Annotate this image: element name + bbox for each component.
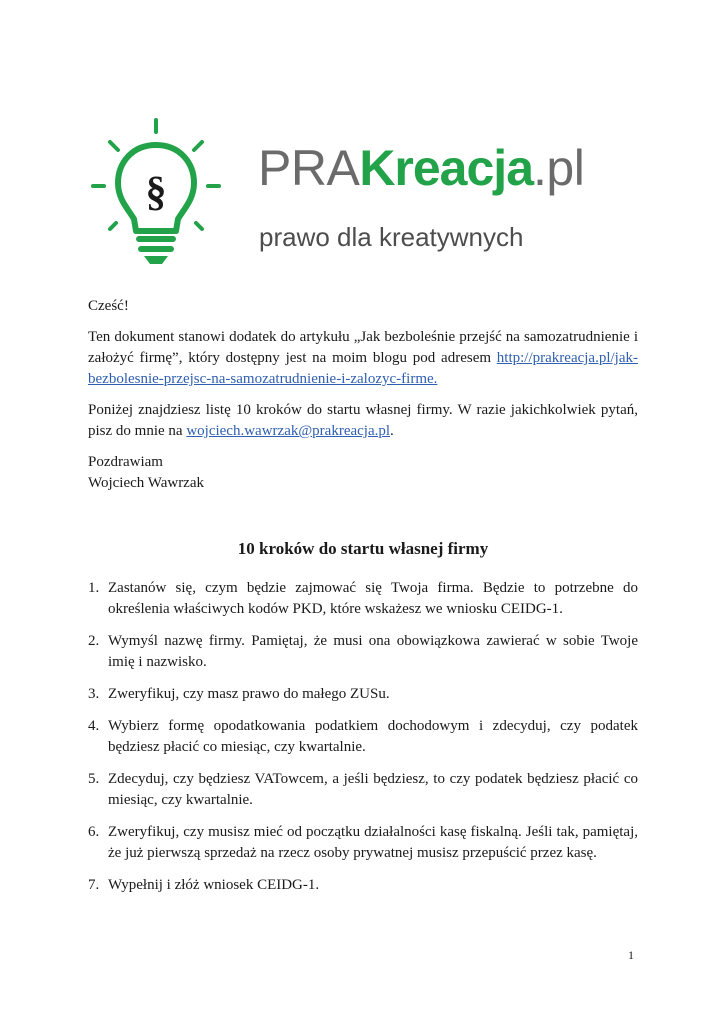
section-title: 10 kroków do startu własnej firmy bbox=[237, 539, 489, 558]
list-item bbox=[88, 716, 638, 758]
prakreacja-logo bbox=[88, 115, 648, 270]
closing: Pozdrawiam bbox=[88, 454, 163, 470]
step-text: Zdecyduj, czy będziesz VATowcem, a jeśli będziesz, to czy podatek będziesz płacić co miesiąc, czy kwartalnie. bbox=[108, 771, 638, 808]
step-text: Zastanów się, czym będzie zajmować się Twoja firma. Będzie to potrzebne do określenia właściwych kodów PKD, które wskażesz we wniosku CEIDG-1. bbox=[108, 580, 638, 617]
intro-section bbox=[88, 296, 638, 494]
brand-tagline: prawo dla kreatywnych bbox=[259, 222, 524, 252]
intro-paragraph-2 bbox=[88, 400, 638, 442]
step-text: Zweryfikuj, czy musisz mieć od początku działalności kasę fiskalną. Jeśli tak, pamiętaj, że już pierwszą sprzedaż na rzecz osoby prywatnej musisz przepuścić przez kasę. bbox=[108, 824, 638, 861]
intro-paragraph-1 bbox=[88, 327, 638, 390]
page-number: 1 bbox=[628, 948, 634, 962]
greeting: Cześć! bbox=[88, 298, 129, 314]
brand-pl: .pl bbox=[533, 140, 585, 196]
step-number: 4. bbox=[88, 718, 100, 734]
intro-paragraph-2-text: Poniżej znajdziesz listę 10 kroków do startu własnej firmy. W razie jakichkolwiek pytań, pisz do mnie na bbox=[88, 402, 638, 439]
list-item bbox=[88, 822, 638, 864]
list-item bbox=[88, 769, 638, 811]
steps-list bbox=[88, 578, 638, 907]
list-item bbox=[88, 578, 638, 620]
step-number: 5. bbox=[88, 771, 100, 787]
step-text: Wymyśl nazwę firmy. Pamiętaj, że musi ona obowiązkowa zawierać w sobie Twoje imię i nazwisko. bbox=[108, 633, 638, 670]
list-item bbox=[88, 684, 638, 705]
list-item bbox=[88, 631, 638, 673]
step-number: 7. bbox=[88, 877, 100, 893]
step-text: Wybierz formę opodatkowania podatkiem dochodowym i zdecyduj, czy podatek będziesz płacić co miesiąc, czy kwartalnie. bbox=[108, 718, 638, 755]
email-link[interactable]: wojciech.wawrzak@prakreacja.pl bbox=[186, 423, 391, 439]
signature bbox=[88, 452, 638, 494]
author: Wojciech Wawrzak bbox=[88, 475, 205, 491]
svg-text:§: § bbox=[145, 169, 167, 215]
brand-name bbox=[258, 140, 585, 196]
brand-pra: PRA bbox=[258, 140, 360, 196]
intro-paragraph-1-text: Ten dokument stanowi dodatek do artykułu „Jak bezboleśnie przejść na samozatrudnienie i założyć firmę”, który dostępny jest na moim blogu pod adresem bbox=[88, 329, 638, 366]
list-item bbox=[88, 875, 638, 896]
lightbulb-paragraph-icon bbox=[88, 115, 228, 270]
step-number: 1. bbox=[88, 580, 100, 596]
step-text: Wypełnij i złóż wniosek CEIDG-1. bbox=[108, 877, 320, 893]
step-text: Zweryfikuj, czy masz prawo do małego ZUSu. bbox=[108, 686, 390, 702]
article-link[interactable]: http://prakreacja.pl/jak-bezbolesnie-przejsc-na-samozatrudnienie-i-zalozyc-firme. bbox=[88, 350, 638, 387]
step-number: 2. bbox=[88, 633, 100, 649]
intro-paragraph-2-end: . bbox=[390, 423, 394, 439]
brand-kreacja: Kreacja bbox=[359, 140, 534, 196]
step-number: 6. bbox=[88, 824, 100, 840]
step-number: 3. bbox=[88, 686, 100, 702]
